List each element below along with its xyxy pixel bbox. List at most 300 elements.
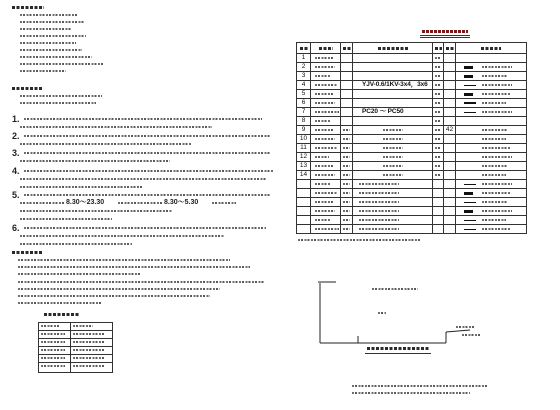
table-row bbox=[297, 90, 527, 99]
seq-cell: 10 bbox=[297, 135, 311, 144]
illegible-text-line bbox=[435, 147, 441, 149]
seq-cell: 5 bbox=[297, 90, 311, 99]
illegible-text-line bbox=[20, 56, 92, 58]
unit-cell bbox=[433, 135, 444, 144]
name-cell bbox=[311, 99, 341, 108]
table-grid-line bbox=[38, 372, 112, 373]
illegible-text-line bbox=[12, 6, 44, 9]
legend-cell bbox=[341, 198, 353, 207]
spec-cell bbox=[353, 135, 433, 144]
note-number: 6. bbox=[12, 223, 20, 233]
illegible-text-line bbox=[73, 365, 105, 367]
unit-cell bbox=[433, 225, 444, 234]
illegible-text-line bbox=[482, 183, 512, 185]
illegible-text-line bbox=[383, 165, 403, 167]
remark-cell bbox=[456, 198, 527, 207]
equipment-material-table bbox=[296, 42, 527, 234]
name-cell bbox=[311, 207, 341, 216]
illegible-text-line bbox=[462, 334, 480, 336]
illegible-text-line bbox=[435, 120, 441, 122]
name-cell bbox=[311, 90, 341, 99]
illegible-text-line bbox=[482, 219, 506, 221]
seq-cell bbox=[297, 189, 311, 198]
legend-cell bbox=[341, 90, 353, 99]
table-row bbox=[297, 198, 527, 207]
unit-cell bbox=[433, 216, 444, 225]
illegible-text-line bbox=[41, 349, 65, 351]
table-grid-line bbox=[38, 322, 39, 372]
spec-cell bbox=[353, 162, 433, 171]
remark-cell bbox=[456, 81, 527, 90]
qty-cell bbox=[444, 99, 456, 108]
qty-cell bbox=[444, 90, 456, 99]
illegible-text-line bbox=[24, 152, 270, 154]
name-cell bbox=[311, 54, 341, 63]
unit-cell bbox=[433, 99, 444, 108]
illegible-text-line bbox=[315, 84, 337, 86]
seq-cell bbox=[297, 225, 311, 234]
spec-cell bbox=[353, 99, 433, 108]
seq-cell: 4 bbox=[297, 81, 311, 90]
illegible-text-line bbox=[20, 143, 192, 145]
illegible-text-line bbox=[20, 186, 142, 188]
qty-cell: 42 bbox=[444, 126, 456, 135]
illegible-text-line bbox=[315, 138, 335, 140]
qty-cell bbox=[444, 117, 456, 126]
unit-cell bbox=[433, 63, 444, 72]
illegible-text-line bbox=[20, 28, 72, 30]
table-row bbox=[297, 135, 527, 144]
legend-cell bbox=[341, 63, 353, 72]
illegible-text-line bbox=[343, 201, 350, 203]
illegible-text-line bbox=[319, 47, 333, 50]
illegible-text-line bbox=[482, 84, 512, 86]
illegible-text-line bbox=[435, 84, 441, 86]
illegible-text-line bbox=[20, 63, 104, 65]
table-row bbox=[297, 99, 527, 108]
sketch-line bbox=[446, 330, 470, 332]
note-number: 1. bbox=[12, 114, 20, 124]
illegible-text-line bbox=[367, 347, 429, 350]
name-cell bbox=[311, 126, 341, 135]
spec-cell bbox=[353, 63, 433, 72]
illegible-text-line bbox=[73, 341, 105, 343]
qty-cell bbox=[444, 63, 456, 72]
illegible-text-line bbox=[482, 192, 510, 194]
table-grid-line bbox=[70, 322, 71, 372]
illegible-text-line bbox=[18, 273, 140, 275]
illegible-text-line bbox=[482, 138, 506, 140]
seq-cell bbox=[297, 180, 311, 189]
illegible-text-line bbox=[435, 75, 441, 77]
sketch-title-underline bbox=[365, 353, 431, 354]
unit-cell bbox=[433, 81, 444, 90]
legend-cell bbox=[341, 108, 353, 117]
illegible-text-line bbox=[343, 174, 350, 176]
spec-cell bbox=[353, 198, 433, 207]
box-icon bbox=[464, 192, 473, 195]
illegible-text-line bbox=[315, 201, 333, 203]
illegible-text-line bbox=[315, 156, 329, 158]
unit-cell bbox=[433, 72, 444, 81]
illegible-text-line bbox=[18, 288, 220, 290]
note-number: 2. bbox=[12, 131, 20, 141]
illegible-text-line bbox=[41, 357, 65, 359]
qty-cell bbox=[444, 108, 456, 117]
remark-cell bbox=[456, 216, 527, 225]
seq-cell: 13 bbox=[297, 162, 311, 171]
illegible-text-line bbox=[343, 138, 350, 140]
illegible-text-line bbox=[343, 210, 350, 212]
illegible-text-line bbox=[343, 219, 350, 221]
seq-cell: 1 bbox=[297, 54, 311, 63]
remark-cell bbox=[456, 180, 527, 189]
table-row bbox=[297, 180, 527, 189]
illegible-text-line bbox=[24, 135, 270, 137]
table-row bbox=[297, 117, 527, 126]
illegible-text-line bbox=[20, 35, 86, 37]
seq-cell: 7 bbox=[297, 108, 311, 117]
table-grid-line bbox=[38, 362, 112, 363]
unit-cell bbox=[433, 207, 444, 216]
name-cell bbox=[311, 198, 341, 207]
spec-cell bbox=[353, 117, 433, 126]
note-number: 4. bbox=[12, 166, 20, 176]
table-grid-line bbox=[112, 322, 113, 373]
illegible-text-line bbox=[372, 288, 418, 290]
remark-cell bbox=[456, 135, 527, 144]
illegible-text-line bbox=[482, 201, 508, 203]
illegible-text-line bbox=[315, 102, 335, 104]
qty-cell bbox=[444, 153, 456, 162]
illegible-text-line bbox=[18, 295, 210, 297]
illegible-text-line bbox=[20, 210, 172, 212]
qty-cell bbox=[444, 81, 456, 90]
remark-cell bbox=[456, 108, 527, 117]
illegible-text-line bbox=[20, 126, 212, 128]
note-time-range: 8.30～5.30 bbox=[164, 199, 199, 206]
illegible-text-line bbox=[315, 120, 331, 122]
seq-cell: 11 bbox=[297, 144, 311, 153]
remark-cell bbox=[456, 72, 527, 81]
name-cell bbox=[311, 162, 341, 171]
illegible-text-line bbox=[315, 219, 331, 221]
illegible-text-line bbox=[298, 239, 420, 241]
spec-cell bbox=[353, 189, 433, 198]
unit-cell bbox=[433, 162, 444, 171]
table-title-underline bbox=[420, 37, 470, 38]
illegible-text-line bbox=[378, 312, 386, 314]
qty-cell bbox=[444, 225, 456, 234]
illegible-text-line bbox=[20, 178, 266, 180]
remark-cell bbox=[456, 207, 527, 216]
spec-cell bbox=[353, 126, 433, 135]
illegible-text-line bbox=[315, 165, 333, 167]
qty-cell bbox=[444, 180, 456, 189]
spec-cell bbox=[353, 144, 433, 153]
unit-cell bbox=[433, 144, 444, 153]
legend-cell bbox=[341, 81, 353, 90]
illegible-text-line bbox=[482, 129, 508, 131]
name-cell bbox=[311, 117, 341, 126]
illegible-text-line bbox=[383, 147, 403, 149]
illegible-text-line bbox=[20, 70, 66, 72]
illegible-text-line bbox=[315, 210, 335, 212]
spec-cell bbox=[353, 207, 433, 216]
table-row bbox=[297, 72, 527, 81]
illegible-text-line bbox=[20, 49, 82, 51]
illegible-text-line bbox=[73, 333, 105, 335]
name-cell bbox=[311, 135, 341, 144]
name-cell bbox=[311, 153, 341, 162]
illegible-text-line bbox=[435, 57, 441, 59]
legend-cell bbox=[341, 171, 353, 180]
illegible-text-line bbox=[359, 201, 399, 203]
illegible-text-line bbox=[20, 243, 132, 245]
legend-cell bbox=[341, 189, 353, 198]
illegible-text-line bbox=[212, 202, 236, 204]
name-cell bbox=[311, 81, 341, 90]
name-cell bbox=[311, 180, 341, 189]
remark-cell bbox=[456, 225, 527, 234]
seq-cell: 6 bbox=[297, 99, 311, 108]
remark-cell bbox=[456, 171, 527, 180]
remark-cell bbox=[456, 99, 527, 108]
box-icon bbox=[464, 210, 473, 213]
spec-cell bbox=[353, 225, 433, 234]
table-header-cell bbox=[311, 43, 341, 54]
table-row bbox=[297, 108, 527, 117]
illegible-text-line bbox=[482, 174, 506, 176]
illegible-text-line bbox=[315, 147, 337, 149]
line-icon bbox=[464, 220, 476, 221]
legend-cell bbox=[341, 117, 353, 126]
illegible-text-line bbox=[482, 147, 510, 149]
illegible-text-line bbox=[20, 160, 170, 162]
illegible-text-line bbox=[343, 147, 350, 149]
illegible-text-line bbox=[315, 57, 333, 59]
illegible-text-line bbox=[343, 183, 350, 185]
table-row bbox=[297, 81, 527, 90]
legend-cell bbox=[341, 54, 353, 63]
illegible-text-line bbox=[482, 228, 510, 230]
seq-cell: 14 bbox=[297, 171, 311, 180]
name-cell bbox=[311, 189, 341, 198]
table-grid-line bbox=[38, 338, 112, 339]
illegible-text-line bbox=[422, 30, 468, 33]
illegible-text-line bbox=[18, 266, 250, 268]
box-icon bbox=[464, 75, 473, 78]
table-row bbox=[297, 189, 527, 198]
illegible-text-line bbox=[383, 156, 403, 158]
illegible-text-line bbox=[44, 313, 80, 316]
table-header-cell bbox=[297, 43, 311, 54]
illegible-text-line bbox=[24, 194, 270, 196]
seq-cell: 12 bbox=[297, 153, 311, 162]
illegible-text-line bbox=[359, 192, 399, 194]
legend-cell bbox=[341, 180, 353, 189]
seq-cell: 8 bbox=[297, 117, 311, 126]
remark-cell bbox=[456, 63, 527, 72]
line-icon bbox=[464, 202, 476, 203]
illegible-text-line bbox=[482, 66, 512, 68]
table-grid-line bbox=[38, 322, 112, 323]
illegible-text-line bbox=[20, 14, 78, 16]
line-icon bbox=[464, 112, 476, 113]
illegible-text-line bbox=[359, 219, 399, 221]
illegible-text-line bbox=[24, 170, 274, 172]
line-icon bbox=[464, 85, 476, 86]
remark-cell bbox=[456, 162, 527, 171]
illegible-text-line bbox=[435, 66, 441, 68]
illegible-text-line bbox=[12, 251, 42, 254]
spec-cell bbox=[353, 90, 433, 99]
illegible-text-line bbox=[482, 102, 506, 104]
seq-cell: 3 bbox=[297, 72, 311, 81]
illegible-text-line bbox=[20, 42, 76, 44]
qty-cell bbox=[444, 216, 456, 225]
illegible-text-line bbox=[315, 75, 331, 77]
illegible-text-line bbox=[343, 156, 350, 158]
illegible-text-line bbox=[300, 47, 308, 50]
illegible-text-line bbox=[482, 210, 512, 212]
illegible-text-line bbox=[435, 138, 441, 140]
spec-cell bbox=[353, 153, 433, 162]
illegible-text-line bbox=[435, 174, 441, 176]
note-number: 3. bbox=[12, 148, 20, 158]
illegible-text-line bbox=[20, 95, 102, 97]
qty-cell bbox=[444, 198, 456, 207]
spec-cell bbox=[353, 216, 433, 225]
illegible-text-line bbox=[343, 47, 351, 50]
line-icon bbox=[464, 229, 476, 230]
illegible-text-line bbox=[315, 66, 335, 68]
note-number: 5. bbox=[12, 190, 20, 200]
table-row bbox=[297, 207, 527, 216]
legend-cell bbox=[341, 126, 353, 135]
table-row bbox=[297, 225, 527, 234]
remark-cell bbox=[456, 117, 527, 126]
unit-cell bbox=[433, 198, 444, 207]
illegible-text-line bbox=[359, 183, 399, 185]
remark-cell bbox=[456, 189, 527, 198]
illegible-text-line bbox=[18, 259, 230, 261]
illegible-text-line bbox=[315, 183, 331, 185]
legend-cell bbox=[341, 225, 353, 234]
qty-cell bbox=[444, 189, 456, 198]
illegible-text-line bbox=[315, 228, 339, 230]
qty-cell bbox=[444, 54, 456, 63]
illegible-text-line bbox=[343, 192, 350, 194]
remark-cell bbox=[456, 54, 527, 63]
spec-cell bbox=[353, 54, 433, 63]
legend-cell bbox=[341, 144, 353, 153]
qty-cell bbox=[444, 135, 456, 144]
seq-cell bbox=[297, 207, 311, 216]
seq-cell: 2 bbox=[297, 63, 311, 72]
illegible-text-line bbox=[20, 202, 64, 204]
illegible-text-line bbox=[41, 325, 59, 327]
table-header-cell bbox=[341, 43, 353, 54]
name-cell bbox=[311, 171, 341, 180]
illegible-text-line bbox=[383, 138, 403, 140]
remark-cell bbox=[456, 90, 527, 99]
illegible-text-line bbox=[343, 165, 350, 167]
spec-cell bbox=[353, 72, 433, 81]
unit-cell bbox=[433, 117, 444, 126]
illegible-text-line bbox=[41, 365, 65, 367]
table-row bbox=[297, 171, 527, 180]
illegible-text-line bbox=[359, 210, 399, 212]
qty-cell bbox=[444, 72, 456, 81]
illegible-text-line bbox=[343, 228, 350, 230]
table-row bbox=[297, 126, 527, 135]
unit-cell bbox=[433, 126, 444, 135]
illegible-text-line bbox=[383, 174, 403, 176]
illegible-text-line bbox=[482, 111, 512, 113]
spec-cell: YJV-0.6/1KV-3x4，3x6 bbox=[353, 81, 433, 90]
table-row bbox=[297, 144, 527, 153]
box-icon bbox=[464, 66, 473, 69]
name-cell bbox=[311, 72, 341, 81]
remark-cell bbox=[456, 126, 527, 135]
illegible-text-line bbox=[446, 47, 454, 50]
unit-cell bbox=[433, 171, 444, 180]
illegible-text-line bbox=[315, 129, 333, 131]
qty-cell bbox=[444, 144, 456, 153]
name-cell bbox=[311, 225, 341, 234]
note-time-range: 8.30～23.30 bbox=[66, 199, 105, 206]
illegible-text-line bbox=[435, 47, 442, 50]
illegible-text-line bbox=[24, 227, 266, 229]
name-cell bbox=[311, 108, 341, 117]
seq-cell bbox=[297, 216, 311, 225]
seq-cell bbox=[297, 198, 311, 207]
illegible-text-line bbox=[20, 21, 84, 23]
table-header-cell bbox=[353, 43, 433, 54]
illegible-text-line bbox=[20, 218, 112, 220]
qty-cell bbox=[444, 162, 456, 171]
unit-cell bbox=[433, 90, 444, 99]
line-icon bbox=[464, 184, 476, 185]
illegible-text-line bbox=[352, 392, 470, 394]
illegible-text-line bbox=[481, 47, 501, 50]
legend-cell bbox=[341, 207, 353, 216]
table-header-row bbox=[297, 43, 527, 54]
illegible-text-line bbox=[73, 357, 105, 359]
table-row bbox=[297, 54, 527, 63]
legend-cell bbox=[341, 72, 353, 81]
illegible-text-line bbox=[12, 87, 42, 90]
box-icon bbox=[464, 93, 473, 96]
illegible-text-line bbox=[359, 228, 399, 230]
illegible-text-line bbox=[435, 156, 441, 158]
illegible-text-line bbox=[435, 93, 441, 95]
illegible-text-line bbox=[315, 174, 335, 176]
illegible-text-line bbox=[383, 129, 403, 131]
thick-line-icon bbox=[464, 102, 476, 104]
illegible-text-line bbox=[435, 165, 441, 167]
illegible-text-line bbox=[482, 93, 510, 95]
illegible-text-line bbox=[20, 102, 96, 104]
remark-cell bbox=[456, 144, 527, 153]
illegible-text-line bbox=[24, 118, 262, 120]
illegible-text-line bbox=[343, 129, 350, 131]
illegible-text-line bbox=[435, 102, 441, 104]
qty-cell bbox=[444, 207, 456, 216]
unit-cell bbox=[433, 153, 444, 162]
name-cell bbox=[311, 216, 341, 225]
